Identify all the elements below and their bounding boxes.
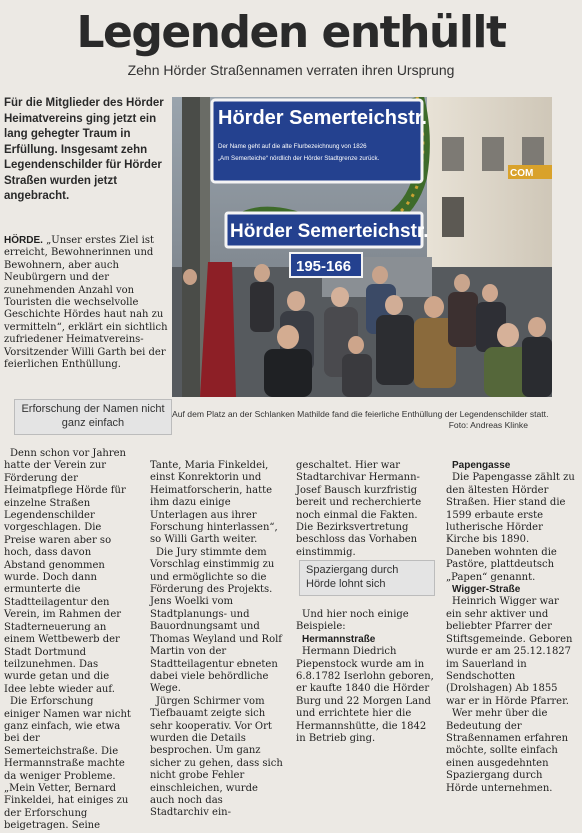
article-column-4 [446,460,576,795]
section-heading: Papengasse [452,460,511,471]
paragraph: Jürgen Schirmer vom Tiefbauamt zeigte sich sehr kooperativ. Vor Ort wurden die Details besprochen. Um ganz sicher zu gehen, dass sich nicht grobe Fehler einschleichen, wurde auch noch das Stadtarchiv ein- [150,695,283,819]
article-column-2 [150,460,284,820]
house-number-text: 195-166 [296,258,352,275]
lamp-post [182,97,200,397]
headline: Legenden enthüllt [76,7,506,58]
street-sign-text: Hörder Semerteichstr. [230,221,429,242]
legend-sign-title: Hörder Semerteichstr. [218,107,427,129]
paragraph: Wer mehr über die Bedeutung der Straßennamen erfahren möchte, sollte einfach einen ausgedehnten Spaziergang durch Hörde unternehmen. [446,708,569,794]
caption-text: Auf dem Platz an der Schlanken Mathilde fand die feierliche Enthüllung der Legendenschilder statt. [172,409,549,419]
event-photo [172,97,552,397]
article-column-3-lower [296,609,434,745]
legend-sign-text-1: Der Name geht auf die alte Flurbezeichnung von 1826 [218,143,367,150]
paragraph: Denn schon vor Jahren hatte der Verein zur Förderung der Heimatpflege Hörde für einzelne Straßen Legendenschilder vorgeschlagen. Die Preise waren aber so hoch, dass davon Abstand genommen wurde. Doch dann ermunterte die Stadtteilagentur den Verein, im Rahmen der Stadterneuerung an einem Wettbewerb der Stadt Dortmund teilzunehmen. Das wurde getan und die Idee lebte wieder auf. [4,448,126,695]
shop-sign: COM [510,168,534,179]
paragraph: Tante, Maria Finkeldei, einst Konrektorin und Heimatforscherin, hatte ihm dazu einige Unterlagen aus ihrer Forschung hinterlassen“, so Willi Garth weiter. [150,460,278,546]
subline: Zehn Hörder Straßennamen verraten ihren Ursprung [127,62,455,78]
building [427,97,552,287]
section-heading: Wigger-Straße [452,584,521,596]
photo-illustration [172,97,552,397]
photo-caption [172,409,554,431]
dateline: HÖRDE. [4,235,43,246]
paragraph: Und hier noch einige Beispiele: [296,609,409,633]
intro-paragraph: Für die Mitglieder des Hörder Heimatvereins ging jetzt ein lang gehegter Traum in Erfüllung. Insgesamt zehn Legendenschilder für Hörder Straßen wurden jetzt angebracht. [4,97,164,202]
paragraph: Die Papengasse zählt zu den ältesten Hörder Straßen. Hier stand die 1599 erbaute erste lutherische Hörder Kirche bis 1890. Daneben wohnten die Pastöre, plattdeutsch „Papen“ genannt. [446,472,575,583]
article-column-1 [4,448,132,833]
paragraph: Heinrich Wigger war ein sehr aktiver und beliebter Pfarrer der Stiftsgemeinde. Geboren wurde er am 25.12.1827 im Sauerland in Sendschotten (Drolshagen) Ab 1855 war er in Hörde Pfarrer. [446,596,573,707]
subheading-box-research: Erforschung der Namen nicht ganz einfach [14,399,172,435]
article-column-3 [296,460,434,559]
subheading-box-walk: Spaziergang durch Hörde lohnt sich [299,560,435,596]
photo-credit: Foto: Andreas Klinke [448,420,528,430]
paragraph: Die Jury stimmte dem Vorschlag einstimmig zu und ermöglichte so die Förderung des Projekts. Jens Woelki vom Stadtplanungs- und Bauordnungsamt und Thomas Weyland und Rolf Martin von der Stadtteilagentur ebneten dabei viele behördliche Wege. [150,546,283,695]
section-heading: Hermannstraße [302,633,376,645]
paragraph: geschaltet. Hier war Stadtarchivar Hermann-Josef Bausch kurzfristig bereit und recherchierte noch einmal die Fakten. Die Bezirksvertretung beschloss das Vorhaben einstimmig. [296,460,422,558]
legend-sign-text-2: „Am Semerteiche“ nördlich der Hörder Stadtgrenze zurück. [218,155,380,162]
lead-text: „Unser erstes Ziel ist erreicht, Bewohnerinnen und Bewohnern, aber auch Neubürgern und der zunehmenden Anzahl von Touristen die wechselvolle Geschichte Hördes haut nah zu vermitteln“, erklärt ein sichtlich zufriedener Heimatvereins-Vorsitzender Willi Garth bei der feierlichen Enthüllung. [4,235,168,371]
paragraph: Hermann Diedrich Piepenstock wurde am in 6.8.1782 Iserlohn geboren, er kaufte 1840 die Hörder Burg und 22 Morgen Land und errichtete hier die Hermannshütte, die 1842 in Betrieb ging. [296,646,434,745]
lead-paragraph [4,235,170,371]
paragraph: Die Erforschung einiger Namen war nicht ganz einfach, wie etwa bei der Semerteichstraße. Die Hermannstraße machte da weniger Probleme. „Mein Vetter, Bernard Finkeldei, hat einiges zu der Erforschung beigetragen. Seine [4,696,131,832]
